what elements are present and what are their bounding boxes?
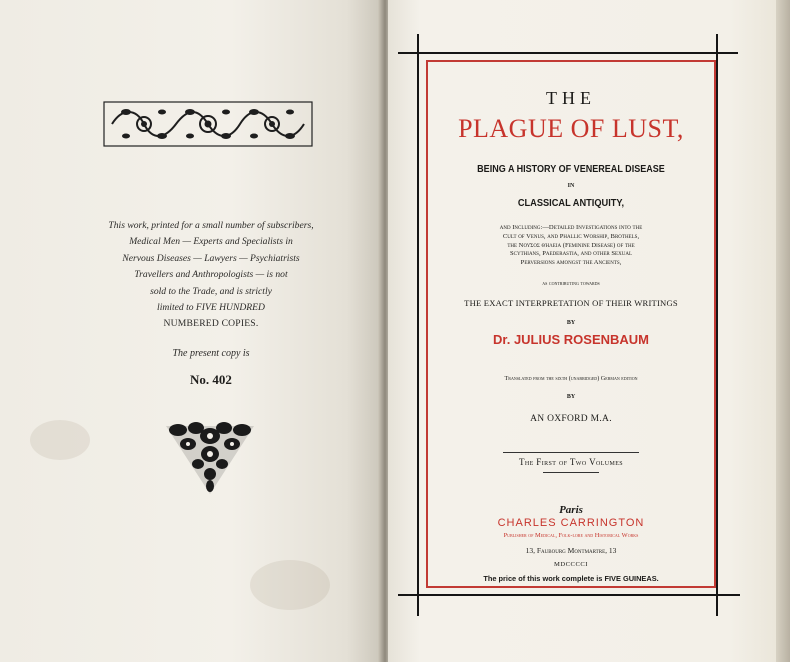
subtitle-in: IN xyxy=(567,183,575,189)
paper-stain xyxy=(250,560,330,610)
title-article: THE xyxy=(546,88,596,108)
notice-line: limited to FIVE HUNDRED xyxy=(157,302,265,314)
exact-interpretation-line: THE EXACT INTERPRETATION OF THEIR WRITINGS xyxy=(464,298,678,308)
contents-line: Perversions amongst the Ancients, xyxy=(520,259,622,267)
by-label: BY xyxy=(566,320,576,326)
present-copy-label: The present copy is xyxy=(172,348,250,359)
volume-rule-top xyxy=(503,452,639,453)
frame-rule-left xyxy=(417,34,419,616)
notice-line: Medical Men — Experts and Specialists in xyxy=(129,236,293,248)
notice-line: NUMBERED COPIES. xyxy=(163,318,259,330)
volume-label: The First of Two Volumes xyxy=(518,457,624,467)
book-title: PLAGUE OF LUST, xyxy=(458,114,684,143)
book-subtitle: BEING A HISTORY OF VENEREAL DISEASE xyxy=(477,163,665,175)
copy-number: No. 402 xyxy=(190,372,232,387)
floral-ornament-tailpiece xyxy=(162,420,258,498)
contents-line: Cult of Venus, and Phallic Worship, Brothels, xyxy=(502,232,640,240)
author-name: Dr. JULIUS ROSENBAUM xyxy=(492,332,650,347)
contents-line: and Including:—Detailed Investigations into the xyxy=(499,224,643,231)
by-label: BY xyxy=(566,394,576,400)
subtitle-classical: CLASSICAL ANTIQUITY, xyxy=(517,197,625,209)
contents-line: the Νοῦσος θήλεια (Feminine Disease) of the xyxy=(507,241,635,249)
floral-ornament-headpiece xyxy=(102,100,314,148)
notice-line: Nervous Diseases — Lawyers — Psychiatrists xyxy=(122,252,300,264)
translator-name: AN OXFORD M.A. xyxy=(530,414,612,424)
frame-rule-top xyxy=(398,52,738,54)
publisher-address: 13, Faubourg Montmartre, 13 xyxy=(525,546,617,555)
volume-rule-bottom xyxy=(543,472,599,473)
notice-line: Travellers and Anthropologists — is not xyxy=(134,269,288,281)
translation-note: Translated from the sixth (unabridged) German edition xyxy=(504,375,638,382)
contents-description xyxy=(432,224,710,268)
frame-rule-bottom xyxy=(398,594,740,596)
frame-rule-right xyxy=(716,34,718,616)
page-edge xyxy=(776,0,790,662)
notice-line: sold to the Trade, and is strictly xyxy=(150,285,272,297)
contributing-line: as contributing towards xyxy=(542,280,600,287)
notice-line: This work, printed for a small number of subscribers, xyxy=(108,220,314,231)
price-note: The price of this work complete is FIVE GUINEAS. xyxy=(483,574,659,583)
paper-stain xyxy=(30,420,90,460)
publisher-name: CHARLES CARRINGTON xyxy=(497,517,645,529)
publisher-description: Publisher of Medical, Folk-lore and Historical Works xyxy=(503,532,639,539)
imprint-city: Paris xyxy=(559,504,583,516)
publication-year: MDCCCCI xyxy=(554,561,588,568)
contents-line: Scythians, Paederastia, and other Sexual xyxy=(510,250,632,258)
subscriber-notice xyxy=(86,218,336,333)
